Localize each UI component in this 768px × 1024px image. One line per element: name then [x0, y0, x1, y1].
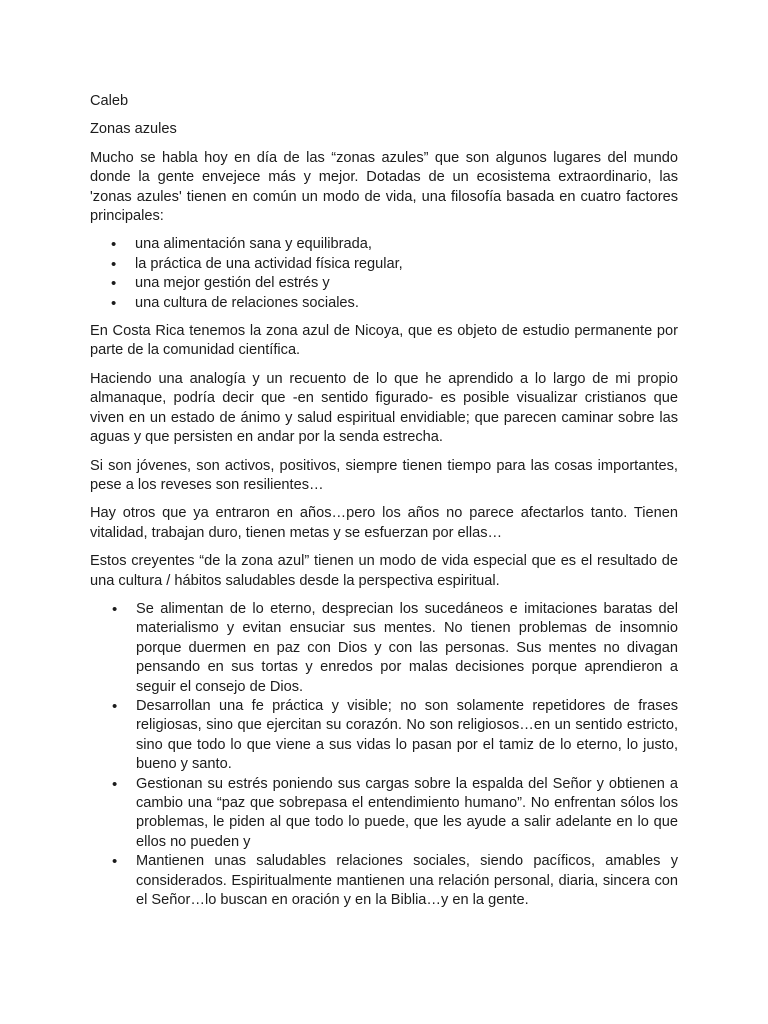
author-name: Caleb — [90, 93, 129, 109]
body-paragraph: Haciendo una analogía y un recuento de lo que he aprendido a lo largo de mi propio almanaque, podría decir que -en sentido figurado- es posible visualizar cristianos que viven en un estado de ánimo y salud espiritual envidiable; que parecen caminar sobre las aguas y que persisten en andar por la senda estrecha. — [90, 370, 678, 446]
list-item: • Mantienen unas saludables relaciones sociales, siendo pacíficos, amables y considerados. Espiritualmente mantienen una relación personal, diaria, sincera con el Señor…lo buscan en oración y en la Biblia…y en la gente. — [90, 852, 678, 910]
list-item: • Gestionan su estrés poniendo sus cargas sobre la espalda del Señor y obtienen a cambio una “paz que sobrepasa el entendimiento humano”. No enfrentan sólos los problemas, le piden al que todo lo puede, que les ayude a salir adelante en lo que ellos no pueden y — [90, 775, 678, 853]
habits-list — [90, 600, 678, 911]
document-page — [90, 92, 678, 919]
body-paragraph: Hay otros que ya entraron en años…pero los años no parece afectarlos tanto. Tienen vitalidad, trabajan duro, tienen metas y se esfuerzan por ellas… — [90, 505, 678, 541]
factors-list — [90, 235, 678, 313]
list-item: • una alimentación sana y equilibrada, — [90, 235, 678, 254]
list-item: • una cultura de relaciones sociales. — [90, 294, 678, 313]
list-item: • una mejor gestión del estrés y — [90, 274, 678, 293]
list-item: • Desarrollan una fe práctica y visible; no son solamente repetidores de frases religiosas, sino que ejercitan su corazón. No son religiosos…en un sentido estricto, sino que todo lo que viene a sus vidas lo pasan por el tamiz de lo eterno, lo justo, bueno y santo. — [90, 697, 678, 775]
body-paragraph: Si son jóvenes, son activos, positivos, siempre tienen tiempo para las cosas importantes, pese a los reveses son resilientes… — [90, 457, 678, 493]
list-item: • la práctica de una actividad física regular, — [90, 255, 678, 274]
list-item: • Se alimentan de lo eterno, desprecian los sucedáneos e imitaciones baratas del materialismo y evitan ensuciar sus mentes. No tienen problemas de insomnio porque duermen en paz con Dios y con las personas. Sus mentes no divagan pensando en sus tortas y enredos por malas decisiones porque aprendieron a seguir el consejo de Dios. — [90, 600, 678, 697]
body-paragraph: Estos creyentes “de la zona azul” tienen un modo de vida especial que es el resultado de una cultura / hábitos saludables desde la perspectiva espiritual. — [90, 553, 678, 589]
body-paragraph: En Costa Rica tenemos la zona azul de Nicoya, que es objeto de estudio permanente por parte de la comunidad científica. — [90, 323, 678, 359]
document-title: Zonas azules — [90, 121, 177, 138]
intro-paragraph: Mucho se habla hoy en día de las “zonas azules” que son algunos lugares del mundo donde la gente envejece más y mejor. Dotadas de un ecosistema extraordinario, las 'zonas azules' tienen en común un modo de vida, una filosofía basada en cuatro factores principales: — [90, 149, 678, 225]
